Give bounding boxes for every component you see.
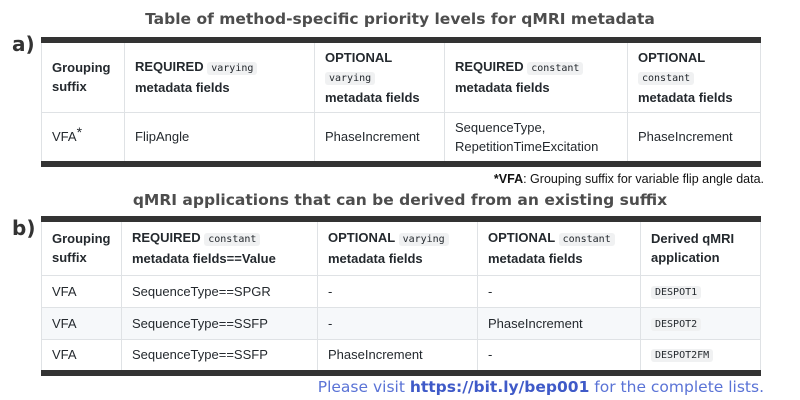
cell-optional-varying: PhaseIncrement (315, 112, 445, 164)
cell-application: DESPOT2 (641, 307, 761, 339)
cell-required: SequenceType==SSFP (122, 339, 318, 373)
part-label-b: b) (12, 216, 36, 240)
cell-suffix: VFA* (42, 112, 125, 164)
header-derived-application: Derived qMRI application (641, 219, 761, 275)
header-optional-constant: OPTIONAL constant metadata fields (478, 219, 641, 275)
header-grouping-suffix: Grouping suffix (42, 40, 125, 112)
part-label-a: a) (12, 32, 35, 56)
table-row (42, 112, 761, 164)
bep001-link[interactable]: https://bit.ly/bep001 (409, 378, 590, 396)
table-b-title: qMRI applications that can be derived from an existing suffix (132, 191, 668, 209)
priority-table (41, 37, 761, 167)
cell-required: SequenceType==SPGR (122, 275, 318, 307)
cell-required: SequenceType==SSFP (122, 307, 318, 339)
derived-applications-table (41, 216, 761, 376)
cell-optional-varying: PhaseIncrement (318, 339, 478, 373)
cell-optional-constant: PhaseIncrement (628, 112, 761, 164)
cell-suffix: VFA (42, 275, 122, 307)
header-grouping-suffix: Grouping suffix (42, 219, 122, 275)
cell-application: DESPOT1 (641, 275, 761, 307)
header-required-varying: REQUIRED varying metadata fields (125, 40, 315, 112)
cell-optional-constant: - (478, 275, 641, 307)
cell-required-varying: FlipAngle (125, 112, 315, 164)
table-row (42, 275, 761, 307)
cell-optional-varying: - (318, 307, 478, 339)
header-optional-constant: OPTIONAL constant metadata fields (628, 40, 761, 112)
visit-note: Please visit https://bit.ly/bep001 for the complete lists. (317, 378, 764, 396)
cell-optional-constant: - (478, 339, 641, 373)
cell-suffix: VFA (42, 307, 122, 339)
table-row (42, 339, 761, 373)
table-row (42, 307, 761, 339)
header-optional-varying: OPTIONAL varying metadata fields (315, 40, 445, 112)
header-required-constant: REQUIRED constant metadata fields==Value (122, 219, 318, 275)
cell-application: DESPOT2FM (641, 339, 761, 373)
cell-optional-varying: - (318, 275, 478, 307)
header-optional-varying: OPTIONAL varying metadata fields (318, 219, 478, 275)
header-required-constant: REQUIRED constant metadata fields (445, 40, 628, 112)
cell-required-constant: SequenceType, RepetitionTimeExcitation (445, 112, 628, 164)
footnote: *VFA: Grouping suffix for variable flip angle data. (493, 172, 764, 186)
cell-optional-constant: PhaseIncrement (478, 307, 641, 339)
cell-suffix: VFA (42, 339, 122, 373)
table-a-title: Table of method-specific priority levels for qMRI metadata (145, 10, 655, 28)
